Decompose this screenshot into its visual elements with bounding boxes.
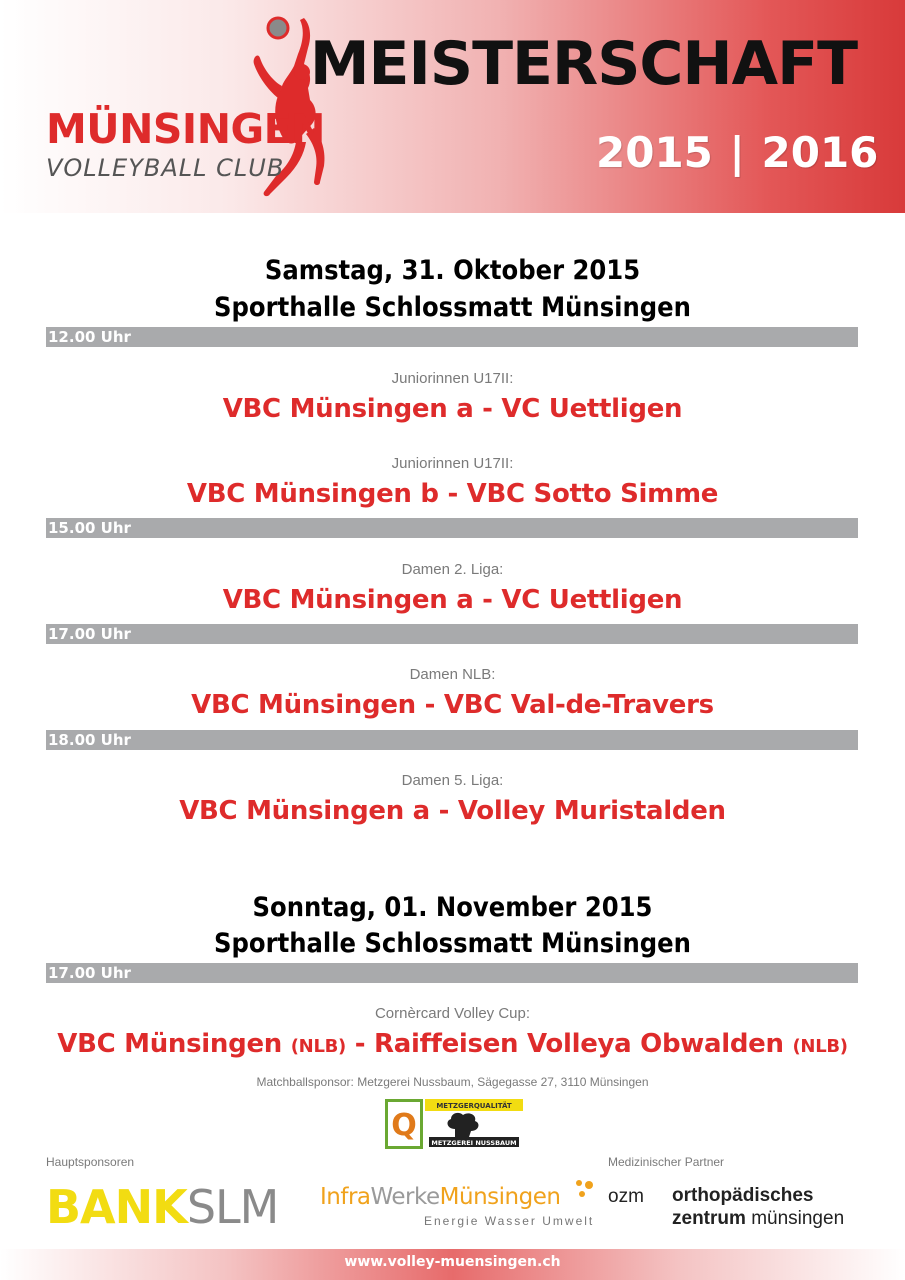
away-team: Raiffeisen Volleya Obwalden bbox=[374, 1029, 784, 1059]
time-label: 12.00 Uhr bbox=[48, 328, 131, 346]
home-team-league: (NLB) bbox=[290, 1036, 346, 1057]
time-bar bbox=[46, 730, 858, 750]
bank-text: BANK bbox=[46, 1180, 187, 1234]
metzgerei-nussbaum-logo bbox=[385, 1099, 523, 1149]
league-label: Juniorinnen U17II: bbox=[391, 370, 514, 387]
time-label: 18.00 Uhr bbox=[48, 731, 131, 749]
day2-date: Sonntag, 01. November 2015 bbox=[252, 892, 653, 923]
cup-match-title bbox=[0, 1029, 905, 1059]
website-link[interactable]: www.volley-muensingen.ch bbox=[344, 1254, 561, 1270]
matchball-sponsor: Matchballsponsor: Metzgerei Nussbaum, Sägegasse 27, 3110 Münsingen bbox=[256, 1075, 649, 1089]
medical-partner-label: Medizinischer Partner bbox=[608, 1155, 725, 1169]
league-label: Damen 5. Liga: bbox=[401, 772, 504, 789]
club-logo-name: MÜNSINGEN bbox=[46, 105, 325, 153]
match-title: VBC Münsingen a - VC Uettligen bbox=[222, 585, 683, 615]
season-end: 2016 bbox=[761, 128, 879, 177]
ortho-line1: orthopädisches bbox=[672, 1185, 814, 1206]
footer-bar bbox=[0, 1249, 905, 1280]
werke-text: Werke bbox=[370, 1184, 440, 1210]
time-bar bbox=[46, 327, 858, 347]
match-title: VBC Münsingen a - Volley Muristalden bbox=[179, 796, 726, 826]
metzger-name: METZGEREI NUSSBAUM bbox=[431, 1139, 517, 1147]
match-title: VBC Münsingen - VBC Val-de-Travers bbox=[191, 690, 714, 720]
club-logo-subtitle: VOLLEYBALL CLUB bbox=[46, 154, 285, 182]
ortho-zentrum: zentrum bbox=[672, 1208, 746, 1229]
time-bar bbox=[46, 518, 858, 538]
day1-venue: Sporthalle Schlossmatt Münsingen bbox=[214, 292, 691, 323]
time-label: 15.00 Uhr bbox=[48, 519, 131, 537]
page-title: MEISTERSCHAFT bbox=[309, 29, 857, 99]
infra-text: Infra bbox=[320, 1184, 371, 1210]
match-dash: - bbox=[354, 1029, 366, 1059]
match-title: VBC Münsingen b - VBC Sotto Simme bbox=[186, 479, 719, 509]
season-label bbox=[596, 128, 879, 178]
infrawerke-dots-icon bbox=[574, 1178, 596, 1200]
league-label: Juniorinnen U17II: bbox=[391, 455, 514, 472]
ortho-muensingen: münsingen bbox=[751, 1208, 845, 1229]
main-sponsors-label: Hauptsponsoren bbox=[46, 1155, 135, 1169]
league-label: Cornèrcard Volley Cup: bbox=[374, 1005, 531, 1022]
metzger-q-letter: Q bbox=[391, 1108, 417, 1143]
match-title: VBC Münsingen a - VC Uettligen bbox=[222, 394, 683, 424]
time-label: 17.00 Uhr bbox=[48, 964, 131, 982]
season-start: 2015 bbox=[596, 128, 713, 177]
ortho-line2 bbox=[672, 1208, 844, 1230]
infrawerke-logo bbox=[320, 1184, 560, 1210]
slm-text: SLM bbox=[186, 1180, 279, 1234]
league-label: Damen NLB: bbox=[409, 666, 496, 683]
muensingen-text: Münsingen bbox=[439, 1184, 561, 1210]
metzger-banner: METZGERQUALITÄT bbox=[436, 1102, 512, 1110]
day1-date: Samstag, 31. Oktober 2015 bbox=[264, 255, 641, 286]
ozm-logo: ozm bbox=[608, 1186, 644, 1207]
infrawerke-tagline: Energie Wasser Umwelt bbox=[424, 1214, 595, 1228]
time-bar bbox=[46, 963, 858, 983]
away-team-league: (NLB) bbox=[792, 1036, 848, 1057]
time-bar bbox=[46, 624, 858, 644]
home-team: VBC Münsingen bbox=[57, 1029, 282, 1059]
bankslm-logo bbox=[46, 1180, 279, 1234]
time-label: 17.00 Uhr bbox=[48, 625, 131, 643]
day2-venue: Sporthalle Schlossmatt Münsingen bbox=[214, 928, 691, 959]
season-separator: | bbox=[729, 128, 745, 177]
league-label: Damen 2. Liga: bbox=[401, 561, 504, 578]
